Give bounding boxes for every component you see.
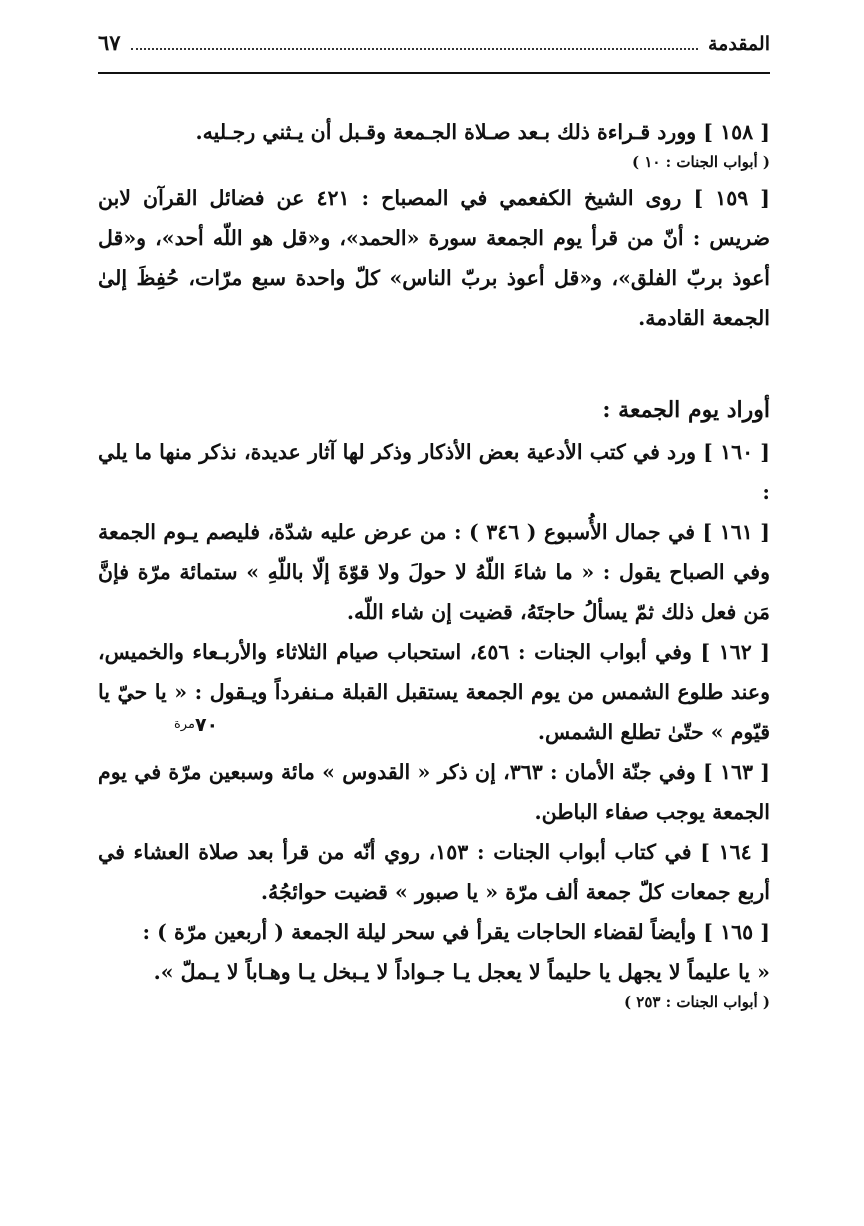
paragraph-165-dua: « يا عليماً لا يجهل يا حليماً لا يعجل يـا جـواداً لا يـبخل يـا وهـاباً لا يـملّ ». xyxy=(153,960,770,984)
source-165: ( أبواب الجنات : ٢٥٣ ) xyxy=(623,993,770,1011)
paragraph-158: [ ١٥٨ ] وورد قـراءة ذلك بـعد صـلاة الجـمعة وقـبل أن يـثني رجـليه. xyxy=(195,120,770,144)
chapter-title: المقدمة xyxy=(707,33,770,55)
page-header xyxy=(98,30,770,74)
handwritten-annotation xyxy=(170,714,218,736)
section-heading: أوراد يوم الجمعة : xyxy=(602,397,770,423)
paragraph-160: [ ١٦٠ ] ورد في كتب الأدعية بعض الأذكار وذكر لها آثار عديدة، نذكر منها ما يلي : xyxy=(98,440,770,504)
paragraph-163: [ ١٦٣ ] وفي جنّة الأمان : ٣٦٣، إن ذكر « القدوس » مائة وسبعين مرّة في يوم الجمعة يوجب صفاء الباطن. xyxy=(98,760,770,824)
paragraph-162: [ ١٦٢ ] وفي أبواب الجنات : ٤٥٦، استحباب صيام الثلاثاء والأربـعاء والخميس، وعند طلوع الشمس من يوم الجمعة يستقبل القبلة مـنفرداً ويـقول : « يا حيّ يا قيّوم » حتّىٰ تطلع الشمس. xyxy=(98,640,770,744)
page-number: ٦٧ xyxy=(98,30,121,55)
paragraph-161: [ ١٦١ ] في جمال الأُسبوع ( ٣٤٦ ) : من عرض عليه شدّة، فليصم يـوم الجمعة وفي الصباح يقول : « ما شاءَ اللّهُ لا حولَ ولا قوّةَ إلّا باللّهِ » ستمائة مرّة فإنَّ مَن فعل ذلك ثمّ يسألُ حاجتَهُ، قضيت إن شاء اللّه. xyxy=(98,520,771,624)
header-leader-dots xyxy=(131,48,698,50)
paragraph-159: [ ١٥٩ ] روى الشيخ الكفعمي في المصباح : ٤٢١ عن فضائل القرآن لابن ضريس : أنّ من قرأ يوم الجمعة سورة «الحمد»، و«قل هو اللّه أحد»، و«قل أعوذ بربّ الفلق»، و«قل أعوذ بربّ الناس» كلّ واحدة سبع مرّات، حُفِظَ إلىٰ الجمعة القادمة. xyxy=(98,186,770,330)
book-page xyxy=(98,30,770,1018)
source-158: ( أبواب الجنات : ١٠ ) xyxy=(632,153,770,171)
paragraph-165: [ ١٦٥ ] وأيضاً لقضاء الحاجات يقرأ في سحر ليلة الجمعة ( أربعين مرّة ) : xyxy=(142,920,770,944)
annotation-number: ٧٠ xyxy=(194,714,219,736)
annotation-word: مرة xyxy=(174,717,195,732)
paragraph-164: [ ١٦٤ ] في كتاب أبواب الجنات : ١٥٣، روي أنّه من قرأ بعد صلاة العشاء في أربع جمعات كلّ جمعة ألف مرّة « يا صبور » قضيت حوائجُهُ. xyxy=(98,840,770,904)
paragraph-162-wrap xyxy=(98,632,770,752)
